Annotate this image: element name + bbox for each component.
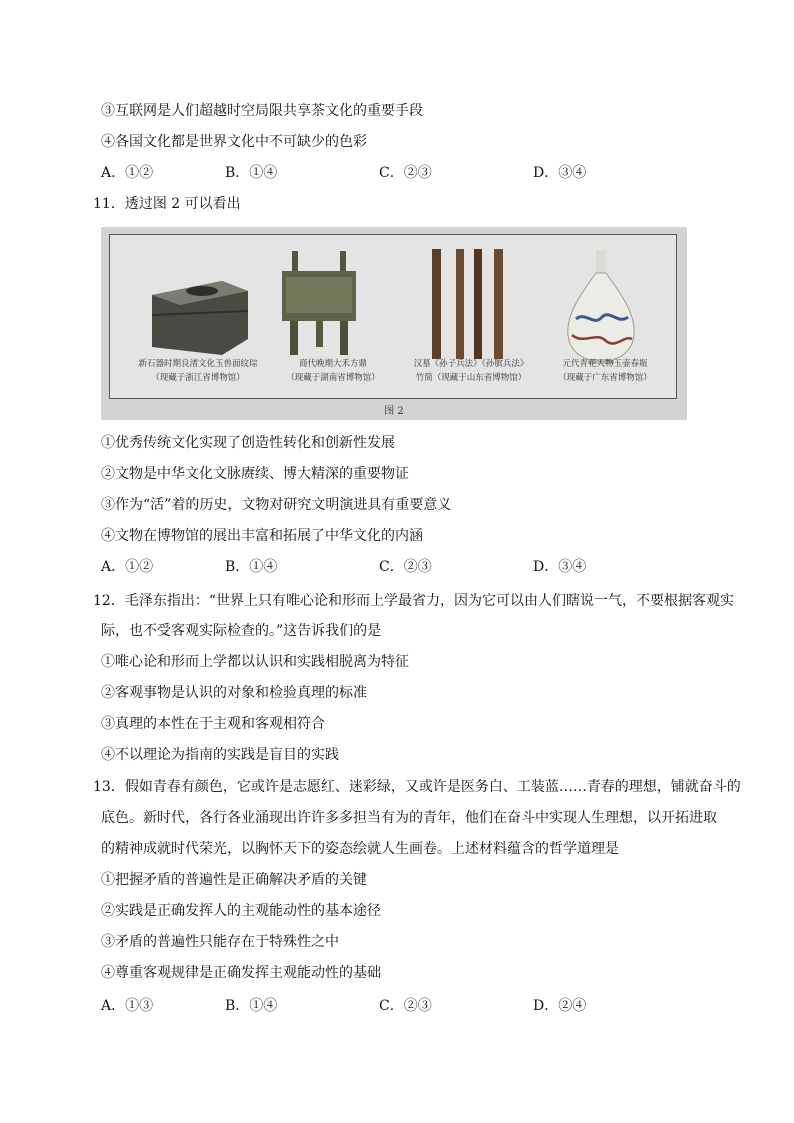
q13-stem-line-3: 的精神成就时代荣光，以胸怀天下的姿态绘就人生画卷。上述材料蕴含的哲学道理是 xyxy=(101,841,619,857)
caption-jade-cong xyxy=(128,357,268,385)
q12-item-4: ④不以理论为指南的实践是盲目的实践 xyxy=(101,747,339,763)
q10-options xyxy=(101,163,701,183)
q13-item-1: ①把握矛盾的普遍性是正确解决矛盾的关键 xyxy=(101,872,367,888)
q11-options xyxy=(101,557,701,577)
bamboo-slips-image xyxy=(432,249,503,359)
figure-label: 图 2 xyxy=(384,406,404,417)
q10-option-b[interactable]: B．①④ xyxy=(225,165,278,181)
q12-item-1: ①唯心论和形而上学都以认识和实践相脱离为特征 xyxy=(101,654,409,670)
q11-item-2: ②文物是中华文化文脉赓续、博大精深的重要物证 xyxy=(101,466,409,482)
q13-options xyxy=(101,996,701,1016)
jade-cong-image xyxy=(152,281,248,355)
q10-option-c[interactable]: C．②③ xyxy=(379,165,432,181)
caption-porcelain-vase xyxy=(540,357,670,385)
porcelain-vase-image xyxy=(568,244,634,364)
q10-option-d[interactable]: D．③④ xyxy=(533,165,587,181)
q10-item-3: ③互联网是人们超越时空局限共享茶文化的重要手段 xyxy=(101,103,423,119)
caption-bronze-ding-location: （现藏于湖南省博物馆） xyxy=(286,373,380,383)
q13-item-4: ④尊重客观规律是正确发挥主观能动性的基础 xyxy=(101,965,381,981)
caption-bronze-ding-name: 商代晚期大禾方鼎 xyxy=(298,359,367,369)
caption-porcelain-vase-name: 元代青花人物玉壶春瓶 xyxy=(562,359,648,369)
caption-jade-cong-name: 新石器时期良渚文化玉兽面纹琮 xyxy=(138,359,258,369)
bronze-ding-image xyxy=(282,251,356,355)
q13-option-a[interactable]: A．①③ xyxy=(101,998,154,1014)
q11-option-a[interactable]: A．①② xyxy=(101,559,154,575)
q11-option-b[interactable]: B．①④ xyxy=(225,559,278,575)
q11-stem: 11．透过图 2 可以看出 xyxy=(93,196,241,212)
q13-option-c[interactable]: C．②③ xyxy=(379,998,432,1014)
q13-option-d[interactable]: D．②④ xyxy=(533,998,587,1014)
figure-2 xyxy=(101,227,687,420)
q13-stem-line-2: 底色。新时代，各行各业涌现出许许多多担当有为的青年，他们在奋斗中实现人生理想，以开拓进取 xyxy=(101,810,717,826)
q10-option-a[interactable]: A．①② xyxy=(101,165,154,181)
q13-option-b[interactable]: B．①④ xyxy=(225,998,278,1014)
q13-item-3: ③矛盾的普遍性只能存在于特殊性之中 xyxy=(101,934,339,950)
q12-stem-line-2: 际，也不受客观实际检查的。”这告诉我们的是 xyxy=(101,623,382,639)
q13-item-2: ②实践是正确发挥人的主观能动性的基本途径 xyxy=(101,903,381,919)
q11-option-c[interactable]: C．②③ xyxy=(379,559,432,575)
q10-item-4: ④各国文化都是世界文化中不可缺少的色彩 xyxy=(101,134,367,150)
caption-bamboo-slips-name: 汉墓《孙子兵法》《孙膑兵法》 xyxy=(413,359,529,369)
caption-bamboo-slips-location: 竹简（现藏于山东省博物馆） xyxy=(415,373,527,383)
caption-bronze-ding xyxy=(268,357,398,385)
caption-porcelain-vase-location: （现藏于广东省博物馆） xyxy=(558,373,652,383)
figure-frame xyxy=(109,234,677,399)
q12-item-2: ②客观事物是认识的对象和检验真理的标准 xyxy=(101,685,367,701)
q12-stem-line-1: 12．毛泽东指出：“世界上只有唯心论和形而上学最省力，因为它可以由人们瞎说一气，不要根据客观实 xyxy=(93,593,734,609)
q11-item-3: ③作为“活”着的历史，文物对研究文明演进具有重要意义 xyxy=(101,497,452,513)
q11-item-4: ④文物在博物馆的展出丰富和拓展了中华文化的内涵 xyxy=(101,528,423,544)
caption-jade-cong-location: （现藏于浙江省博物馆） xyxy=(151,373,245,383)
q13-stem-line-1: 13．假如青春有颜色，它或许是志愿红、迷彩绿，又或许是医务白、工装蓝……青春的理想，铺就奋斗的 xyxy=(93,779,741,795)
q11-item-1: ①优秀传统文化实现了创造性转化和创新性发展 xyxy=(101,435,395,451)
q11-option-d[interactable]: D．③④ xyxy=(533,559,587,575)
caption-bamboo-slips xyxy=(406,357,536,385)
q12-item-3: ③真理的本性在于主观和客观相符合 xyxy=(101,716,325,732)
